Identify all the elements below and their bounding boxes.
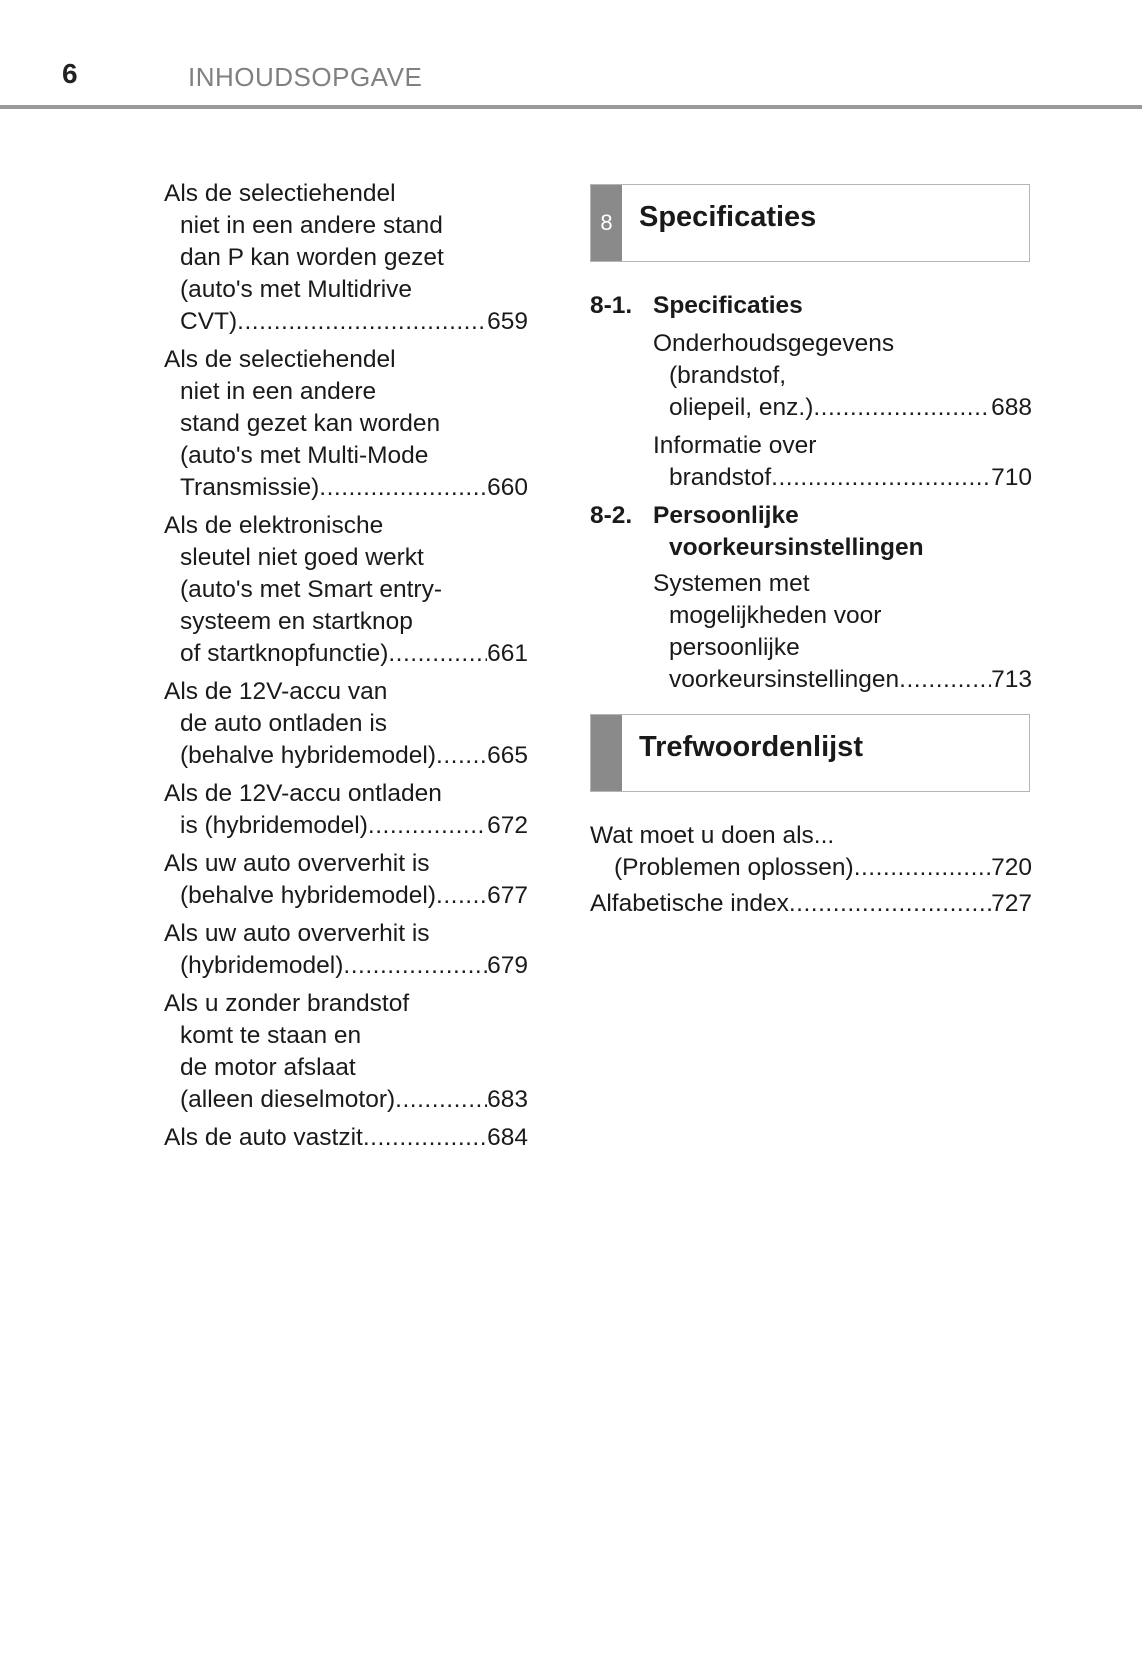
subsection-8-2 [590,500,1032,696]
dot-leader [363,1122,487,1154]
toc-entry[interactable] [164,918,528,982]
toc-entry-line: niet in een andere [180,378,377,405]
section-8-header[interactable] [590,184,1030,262]
page-ref: 720 [991,854,1032,881]
toc-entry-last-line [164,1084,528,1116]
page-ref: 677 [487,882,528,909]
toc-entry-line: Als de selectiehendel [164,346,396,373]
toc-entry-line: dan P kan worden gezet [180,244,444,271]
toc-entry-line: Onderhoudsgegevens [653,330,895,357]
header-divider [0,105,1142,109]
page-ref: 684 [487,1124,528,1151]
toc-entry[interactable] [653,568,1032,696]
toc-entry[interactable] [164,510,528,670]
toc-entry-last-line [653,392,1032,424]
dot-leader [789,888,991,920]
subsection-title [653,500,924,564]
page-ref: 659 [487,308,528,335]
toc-entry-line: Wat moet u doen als... [590,822,835,849]
toc-entry[interactable] [653,328,1032,424]
toc-entry-line: Informatie over [653,432,817,459]
toc-entry-line: Als de 12V-accu ontladen [164,780,442,807]
toc-entry-line: (auto's met Smart entry- [180,576,442,603]
toc-entry-line: Als uw auto oververhit is [164,850,430,877]
subsection-heading[interactable] [590,500,1032,564]
toc-entry-text: Als de auto vastzit [164,1124,363,1151]
toc-right-column [590,184,1032,924]
toc-entry-line: Als de 12V-accu van [164,678,388,705]
toc-entry-text: (alleen dieselmotor) [180,1086,396,1113]
dot-leader [237,306,487,338]
dot-leader [436,880,487,912]
toc-entry[interactable] [164,988,528,1116]
toc-entry-text: CVT) [180,308,238,335]
subsection-title-line: Specificaties [653,292,803,319]
toc-entry-last-line [653,462,1032,494]
subsection-8-1 [590,290,1032,494]
toc-entry-text: Transmissie) [180,474,320,501]
toc-entry-last-line [164,880,528,912]
toc-entry-line: (auto's met Multidrive [180,276,413,303]
page-ref: 672 [487,812,528,839]
toc-entry-line: systeem en startknop [180,608,413,635]
toc-entry-text: oliepeil, enz.) [669,394,814,421]
toc-entry[interactable] [590,888,1032,920]
toc-entry-line: sleutel niet goed werkt [180,544,424,571]
toc-entry-line: niet in een andere stand [180,212,443,239]
toc-entry-last-line [590,852,1032,884]
subsection-number: 8-2. [590,502,633,529]
toc-entry-last-line [590,888,1032,920]
toc-entry-line: (brandstof, [669,362,787,389]
toc-entry[interactable] [164,848,528,912]
toc-entry-last-line [164,810,528,842]
toc-entry-line: stand gezet kan worden [180,410,441,437]
toc-entry-line: mogelijkheden voor [669,602,882,629]
toc-entry-line: Als de selectiehendel [164,180,396,207]
toc-entry-text: is (hybridemodel) [180,812,368,839]
subsection-number: 8-1. [590,292,633,319]
running-title: INHOUDSOPGAVE [188,62,423,92]
toc-entry-line: persoonlijke [669,634,800,661]
toc-entry[interactable] [164,1122,528,1154]
subsection-title-line: voorkeursinstellingen [669,534,924,561]
page-ref: 661 [487,640,528,667]
section-title: Specificaties [639,201,817,233]
subsection-title [653,290,803,322]
dot-leader [368,810,487,842]
toc-entry-text: brandstof [669,464,772,491]
section-title: Trefwoordenlijst [639,731,863,763]
toc-entry-last-line [164,306,528,338]
toc-entry-line: komt te staan en [180,1022,362,1049]
page-ref: 713 [991,666,1032,693]
dot-leader [899,664,991,696]
toc-entry-last-line [164,950,528,982]
toc-entry-text: of startknopfunctie) [180,640,389,667]
dot-leader [395,1084,487,1116]
toc-entry-last-line [164,472,528,504]
dot-leader [813,392,991,424]
page-ref: 665 [487,742,528,769]
page-ref: 679 [487,952,528,979]
page-ref: 688 [991,394,1032,421]
index-entries [590,820,1032,920]
toc-entry-text: (hybridemodel) [180,952,344,979]
page-ref: 660 [487,474,528,501]
toc-entry-text: (behalve hybridemodel) [180,882,437,909]
toc-entry-text: voorkeursinstellingen [669,666,900,693]
toc-entry-line: Als uw auto oververhit is [164,920,430,947]
toc-entry[interactable] [164,778,528,842]
subsection-heading[interactable] [590,290,1032,322]
toc-entry-line: (auto's met Multi-Mode [180,442,429,469]
toc-entry-line: Als u zonder brandstof [164,990,410,1017]
dot-leader [771,462,991,494]
dot-leader [319,472,487,504]
toc-entry-text: Alfabetische index [590,890,789,917]
page-number: 6 [62,58,78,89]
toc-entry[interactable] [164,178,528,338]
toc-entry-last-line [164,638,528,670]
page-ref: 683 [487,1086,528,1113]
page-ref: 727 [991,890,1032,917]
section-tab [591,715,622,791]
section-tab-number: 8 [600,210,613,235]
index-section-header[interactable] [590,714,1030,792]
toc-entry-text: (Problemen oplossen) [614,854,854,881]
page-ref: 710 [991,464,1032,491]
toc-entry-line: de motor afslaat [180,1054,356,1081]
dot-leader [436,740,487,772]
toc-entry[interactable] [164,676,528,772]
toc-entry-text: (behalve hybridemodel) [180,742,437,769]
toc-entry[interactable] [164,344,528,504]
dot-leader [388,638,487,670]
subsection-title-line: Persoonlijke [653,502,799,529]
dot-leader [343,950,487,982]
dot-leader [854,852,991,884]
toc-entry-last-line [653,664,1032,696]
toc-left-column [164,178,528,1160]
toc-entry-line: Als de elektronische [164,512,384,539]
toc-entry-line: de auto ontladen is [180,710,388,737]
toc-entry-last-line [164,740,528,772]
toc-entry[interactable] [590,820,1032,884]
toc-entry-last-line [164,1122,528,1154]
toc-entry[interactable] [653,430,1032,494]
page-header [0,0,1142,108]
toc-entry-line: Systemen met [653,570,810,597]
